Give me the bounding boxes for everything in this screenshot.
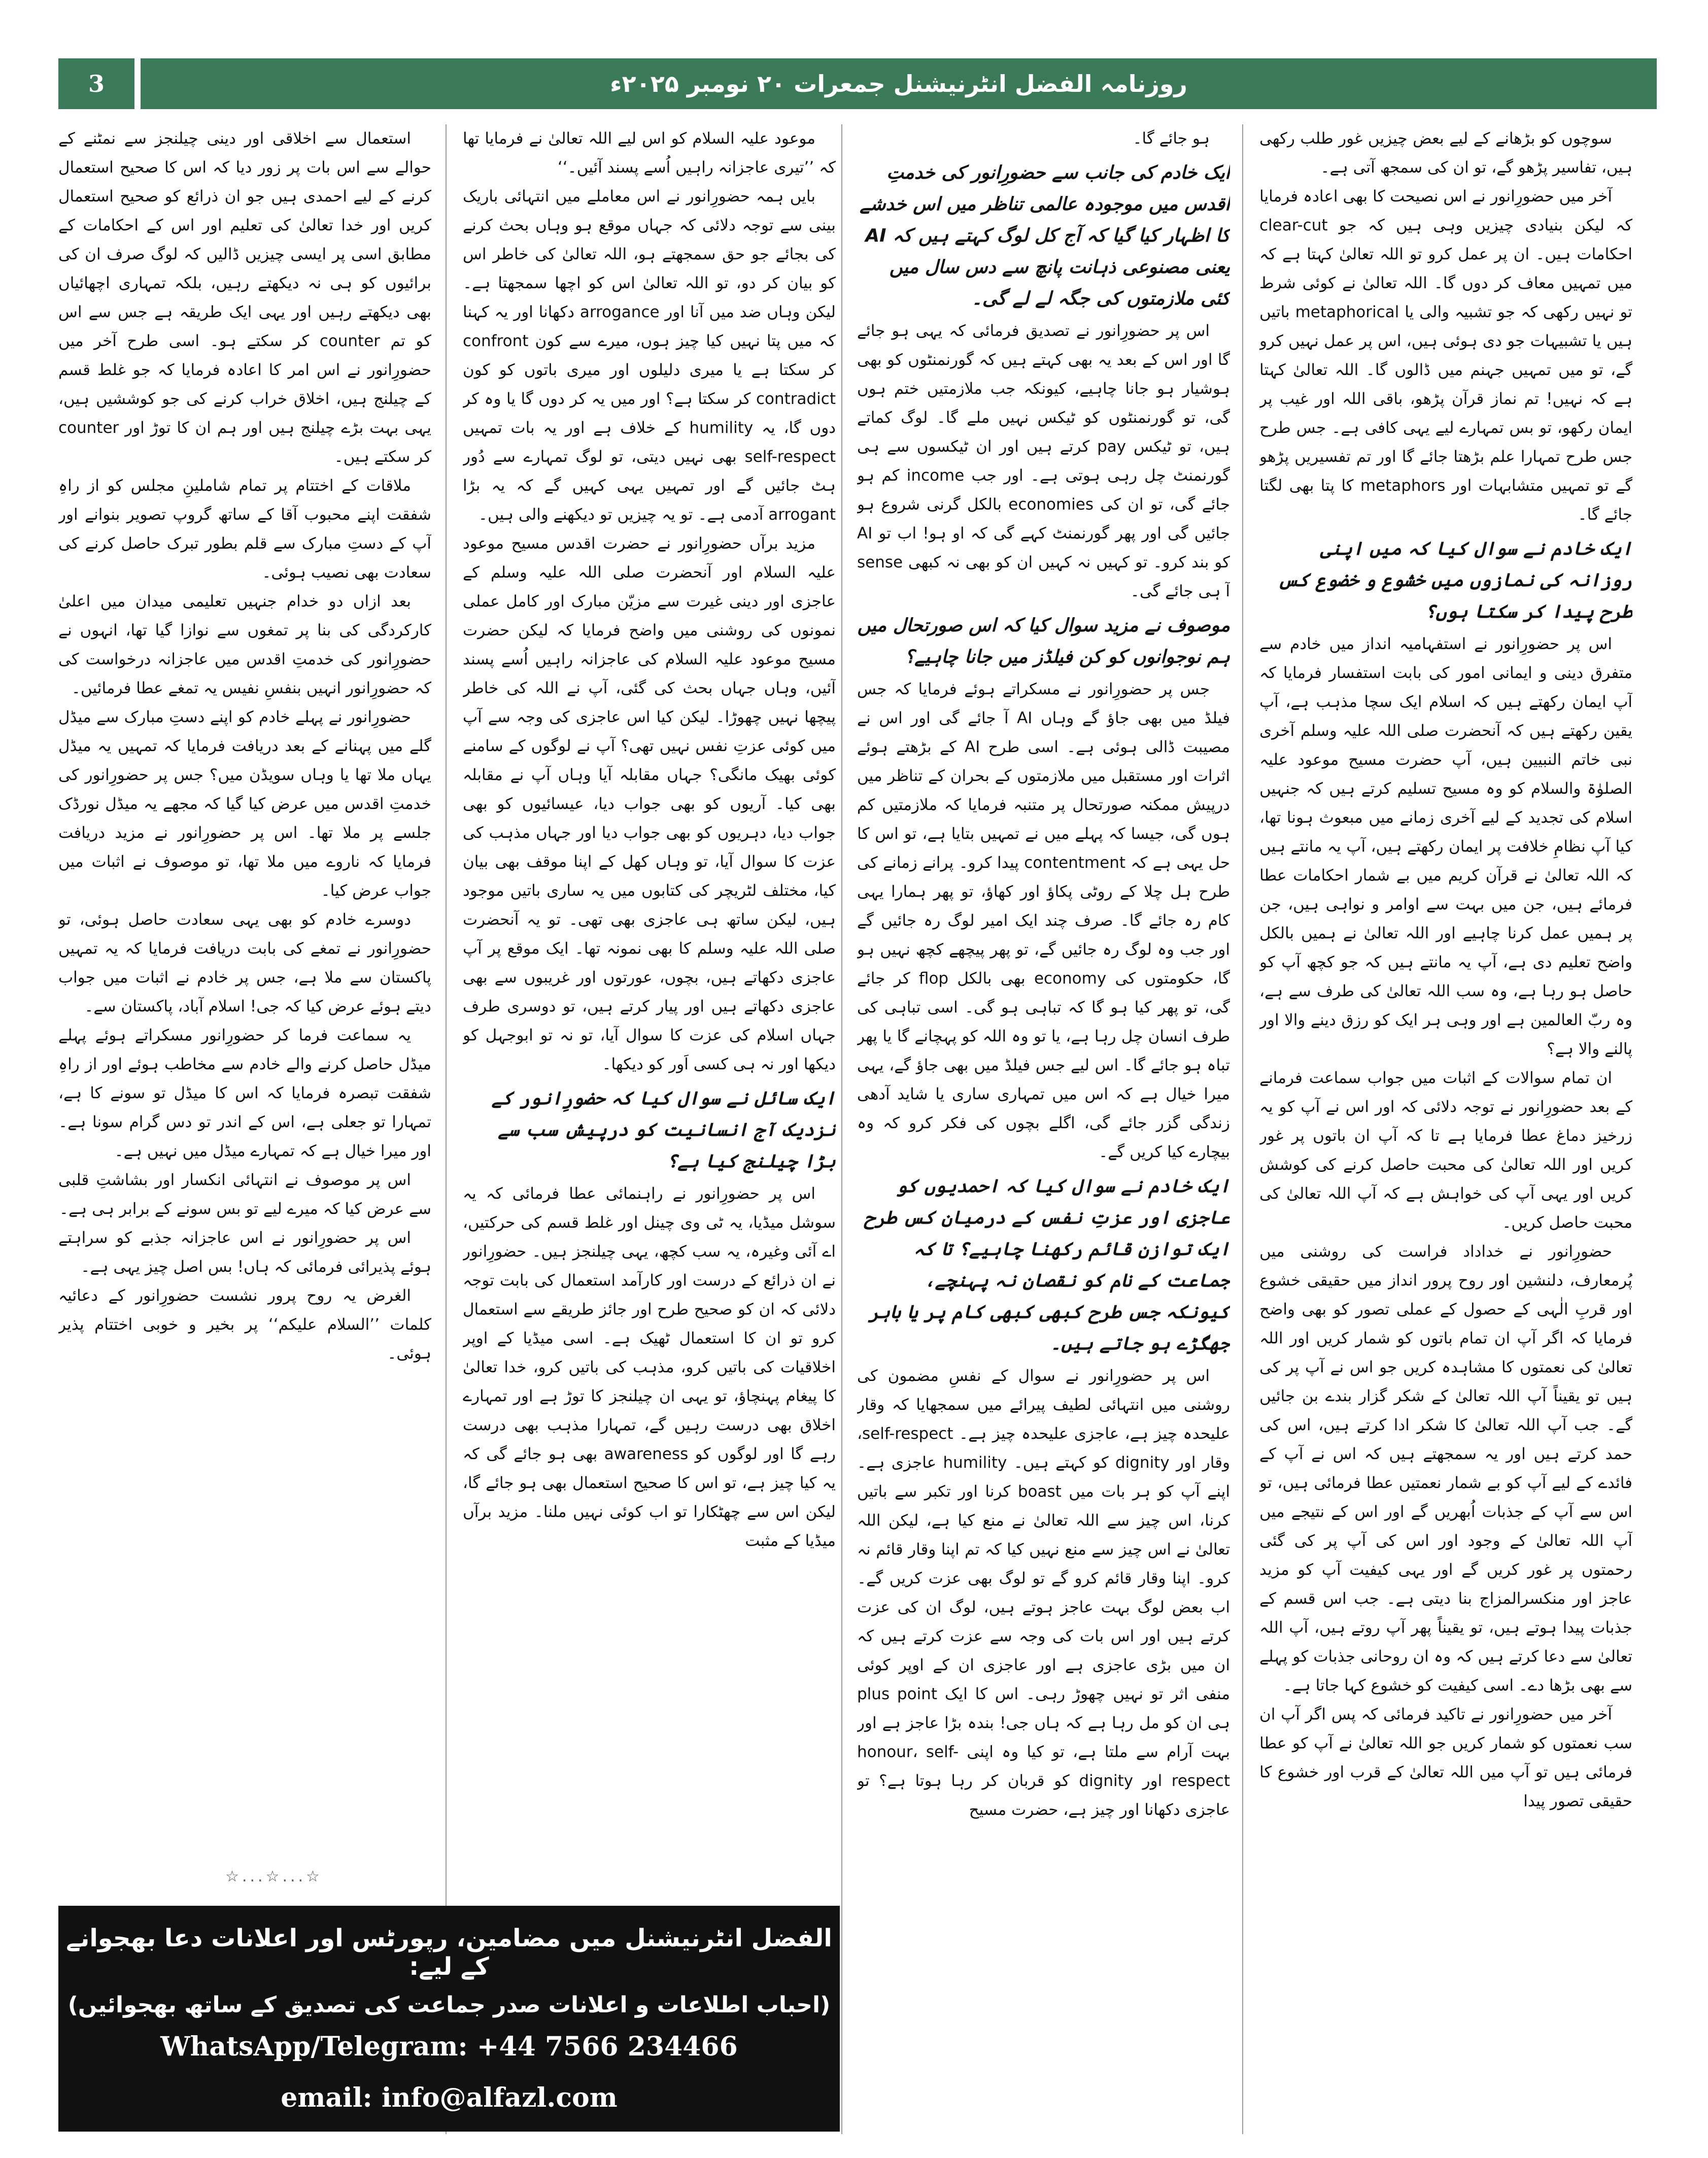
contact-box <box>58 1906 840 2132</box>
paragraph: جس پر حضورِانور نے مسکراتے ہوئے فرمایا کہ جس فیلڈ میں بھی جاؤ گے وہاں AI آ جائے گی اور اس نے مصیبت ڈالی ہوئی ہے۔ اسی طرح AI کے بڑھتے ہوئے اثرات اور مستقبل میں ملازمتوں کے بحران کے تناظر میں درپیش ممکنہ صورتحال پر متنبہ فرمایا کہ ملازمتیں کم ہوں گی، جیسا کہ پہلے میں نے تمہیں بتایا ہے، تو اس کا حل یہی ہے کہ contentment پیدا کرو۔ پرانے زمانے کی طرح ہل چلا کے روٹی پکاؤ اور کھاؤ، تو پھر ہمارا یہی کام رہ جائے گا۔ صرف چند ایک امیر لوگ رہ جائیں گے اور جب وہ لوگ رہ جائیں گے، تو پھر پیچھے کچھ نہیں ہو گا، حکومتوں کی economy بھی بالکل flop کر جائے گی، تو پھر کیا ہو گا کہ تباہی ہو گی۔ اسی تباہی کی طرف انسان چل رہا ہے، یا تو وہ اللہ کو پہچانے گا یا پھر تباہ ہو جائے گا۔ اس لیے جس فیلڈ میں بھی جاؤ گے، یہی میرا خیال ہے کہ اس میں تمہاری ساری یا شاید آدھی زندگی گزر جائے گی، اگلے بچوں کی فکر کرو کہ وہ بیچارے کیا کریں گے۔ <box>857 680 1230 1161</box>
paragraph: حضورِانور نے پہلے خادم کو اپنے دستِ مبارک سے میڈل گلے میں پہنانے کے بعد دریافت فرمایا کہ تمہیں یہ میڈل یہاں ملا تھا یا وہاں سویڈن میں؟ جس پر حضورِانور کی خدمتِ اقدس میں عرض کیا گیا کہ مجھے یہ میڈل نورڈک جلسے پر ملا تھا۔ اس پر حضورِانور نے مزید دریافت فرمایا کہ ناروے میں ملا تھا، تو موصوف نے اثبات میں جواب عرض کیا۔ <box>58 708 431 900</box>
question-heading: ایک خادم نے سوال کیا کہ احمدیوں کو عاجزی اور عزتِ نفس کے درمیان کس طرح ایک توازن قائم رکھنا چاہیے؟ تا کہ جماعت کے نام کو نقصان نہ پہنچے، کیونکہ جس طرح کبھی کبھی کام پر یا باہر جھگڑے ہو جاتے ہیں۔ <box>864 1176 1230 1354</box>
paragraph: ہو جائے گا۔ <box>1133 129 1210 148</box>
newspaper-banner: روزنامہ الفضل انٹرنیشنل جمعرات ۲۰ نومبر ۲۰۲۵ء <box>141 58 1657 109</box>
whatsapp-number: WhatsApp/Telegram: +44 7566 234466 <box>160 2031 738 2062</box>
paragraph: اس پر حضورِانور نے سوال کے نفسِ مضمون کی روشنی میں انتہائی لطیف پیرائے میں سمجھایا کہ وقار علیحدہ چیز ہے، عاجزی علیحدہ چیز ہے۔ self-respect، وقار اور dignity کو کہتے ہیں۔ humility عاجزی ہے۔ اپنے آپ کو ہر بات میں boast کرنا اور تکبر سے باتیں کرنا، اس چیز سے اللہ تعالیٰ نے منع کیا ہے، لیکن اللہ تعالیٰ نے اس چیز سے منع نہیں کیا کہ تم اپنا وقار قائم نہ کرو۔ اپنا وقار قائم کرو گے تو لوگ بھی عزت کریں گے۔ اب بعض لوگ بہت عاجز ہوتے ہیں، لوگ ان کی عزت کرتے ہیں اور اس بات کی وجہ سے عزت کرتے ہیں کہ ان میں بڑی عاجزی ہے اور عاجزی ان کے اوپر کوئی منفی اثر تو نہیں چھوڑ رہی۔ اس کا ایک plus point ہی ان کو مل رہا ہے کہ ہاں جی! بندہ بڑا عاجز ہے اور بہت آرام سے ملتا ہے، تو کیا وہ اپنی honour، self-respect اور dignity کو قربان کر رہا ہوتا ہے؟ تو عاجزی دکھانا اور چیز ہے، حضرت مسیح <box>857 1367 1230 1819</box>
paragraph: یہ سماعت فرما کر حضورِانور مسکراتے ہوئے پہلے میڈل حاصل کرنے والے خادم سے مخاطب ہوئے اور از راہِ شفقت تبصرہ فرمایا کہ اس کا میڈل تو سونے کا ہے، تمہارا تو جعلی ہے، اس کے اندر تو دس گرام سونا ہے۔ اور میرا خیال ہے کہ تمہارے میڈل میں نہیں ہے۔ <box>58 1026 431 1160</box>
contact-note: (احباب اطلاعات و اعلانات صدر جماعت کی تصدیق کے ساتھ بھجوائیں) <box>67 1992 831 2018</box>
column-2 <box>857 124 1230 2134</box>
paragraph: سوچوں کو بڑھانے کے لیے بعض چیزیں غور طلب رکھی ہیں، تفاسیر پڑھو گے، تو ان کی سمجھ آتی ہے۔ <box>1259 129 1632 177</box>
column-divider <box>1242 124 1243 2134</box>
question-heading: ایک خادم نے سوال کیا کہ میں اپنی روزانہ کی نمازوں میں خشوع و خضوع کس طرح پیدا کر سکتا ہوں؟ <box>1277 538 1632 622</box>
question-heading: ایک خادم کی جانب سے حضورِانور کی خدمتِ اقدس میں موجودہ عالمی تناظر میں اس خدشے کا اظہار کیا گیا کہ آج کل لوگ کہتے ہیں کہ AI یعنی مصنوعی ذہانت پانچ سے دس سال میں کئی ملازمتوں کی جگہ لے لے گی۔ <box>860 162 1230 309</box>
paragraph: اس پر حضورِانور نے اس عاجزانہ جذبے کو سراہتے ہوئے پذیرائی فرمائی کہ ہاں! بس اصل چیز یہی ہے۔ <box>58 1229 431 1276</box>
end-stars: ☆...☆...☆ <box>225 1868 323 1885</box>
page-number: 3 <box>58 58 134 109</box>
paragraph: ان تمام سوالات کے اثبات میں جواب سماعت فرمانے کے بعد حضورِانور نے توجہ دلائی کہ اور اس نے آپ کو یہ زرخیز دماغ عطا فرمایا ہے تا کہ آپ ان باتوں پر غور کریں اور اللہ تعالیٰ کی محبت حاصل کرنے کی کوشش کریں اور یہی آپ کی خواہش ہے کہ آپ اللہ تعالیٰ کی محبت حاصل کریں۔ <box>1259 1069 1632 1232</box>
paragraph: بایں ہمہ حضورِانور نے اس معاملے میں انتہائی باریک بینی سے توجہ دلائی کہ جہاں موقع ہو وہاں بحث کرنے کی بجائے جو حق سمجھتے ہو، اللہ تعالیٰ کی خاطر اس کو بیان کر دو، تو اللہ تعالیٰ اس کو اچھا سمجھتا ہے۔ لیکن وہاں ضد میں آنا اور arrogance دکھانا اور یہ کہنا کہ میں پتا نہیں کیا چیز ہوں، میرے سے کون confront کر سکتا ہے یا میری دلیلوں اور میری باتوں کو کون contradict کر سکتا ہے؟ اور میں یہ کر دوں گا یا وہ کر دوں گا، یہ humility کے خلاف ہے اور یہ بات تمہیں self-respect بھی نہیں دیتی، تو لوگ تمہارے سے دُور ہٹ جائیں گے اور تمہیں یہی کہیں گے کہ یہ بڑا arrogant آدمی ہے۔ تو یہ چیزیں تو دیکھنے والی ہیں۔ <box>463 187 836 524</box>
column-divider <box>841 124 842 2134</box>
question-heading: موصوف نے مزید سوال کیا کہ اس صورتحال میں ہم نوجوانوں کو کن فیلڈز میں جانا چاہیے؟ <box>857 615 1230 667</box>
contact-heading: الفضل انٹرنیشنل میں مضامین، رپورٹس اور اعلانات دعا بھجوانے کے لیے: <box>66 1924 832 1981</box>
column-3 <box>463 124 836 2134</box>
paragraph: دوسرے خادم کو بھی یہی سعادت حاصل ہوئی، تو حضورِانور نے تمغے کی بابت دریافت فرمایا کہ یہ تمہیں پاکستان سے ملا ہے، جس پر خادم نے اثبات میں جواب دیتے ہوئے عرض کیا کہ جی! اسلام آباد، پاکستان سے۔ <box>58 911 431 1016</box>
contact-email: email: info@alfazl.com <box>281 2082 618 2113</box>
paragraph: الغرض یہ روح پرور نشست حضورِانور کے دعائیہ کلمات ’’السلام علیکم‘‘ پر بخیر و خوبی اختتام پذیر ہوئی۔ <box>58 1287 431 1363</box>
paragraph: مزید برآں حضورِانور نے حضرت اقدس مسیح موعود علیہ السلام اور آنحضرت صلی اللہ علیہ وسلم کے عاجزی اور دینی غیرت سے مزیّن مبارک اور کامل عملی نمونوں کی روشنی میں واضح فرمایا کہ لیکن حضرت مسیح موعود علیہ السلام کی عاجزانہ راہیں اُسے پسند آئیں، وہاں جہاں بحث کی گئی، آپ نے اللہ کی خاطر پیچھا نہیں چھوڑا۔ لیکن کیا اس عاجزی کی وجہ سے آپ میں کوئی عزتِ نفس نہیں تھی؟ آپ نے لوگوں کے سامنے کوئی بھیک مانگی؟ جہاں مقابلہ آیا وہاں آپ نے مقابلہ بھی کیا۔ آریوں کو بھی جواب دیا، عیسائیوں کو بھی جواب دیا، دہریوں کو بھی جواب دیا اور جہاں مذہب کی عزت کا سوال آیا، تو وہاں کھل کے اپنا موقف بھی بیان کیا، مختلف لٹریچر کی کتابوں میں یہ ساری باتیں موجود ہیں، لیکن ساتھ ہی عاجزی بھی تھی۔ تو یہ آنحضرت صلی اللہ علیہ وسلم کا بھی نمونہ تھا۔ ایک موقع پر آپ عاجزی دکھاتے ہیں، بچوں، عورتوں اور غریبوں سے بھی عاجزی دکھاتے ہیں اور پیار کرتے ہیں، تو دوسری طرف جہاں اسلام کی عزت کا سوال آیا، تو نہ تو ابوجہل کو دیکھا اور نہ ہی کسی اَور کو دیکھا۔ <box>463 534 836 1073</box>
paragraph: اس پر حضورِانور نے استفہامیہ انداز میں خادم سے متفرق دینی و ایمانی امور کی بابت استفسار فرمایا کہ آپ ایمان رکھتے ہیں کہ اسلام ایک سچا مذہب ہے، آپ یقین رکھتے ہیں کہ آنحضرت صلی اللہ علیہ وسلم آخری نبی خاتم النبیین ہیں، آپ حضرت مسیح موعود علیہ الصلوٰۃ والسلام کو وہ مسیح تسلیم کرتے ہیں کہ جنہیں اسلام کی تجدید کے لیے آخری زمانے میں مبعوث ہونا تھا، کیا آپ نظامِ خلافت پر ایمان رکھتے ہیں، آپ یہ مانتے ہیں کہ اللہ تعالیٰ نے قرآن کریم میں بے شمار احکامات عطا فرمائے ہیں، جن میں بہت سے اوامر و نواہی ہیں، جن پر ہمیں عمل کرنا چاہیے اور اللہ تعالیٰ نے ہمیں بالکل واضح تعلیم دی ہے، آپ یہ مانتے ہیں کہ جو کچھ آپ کو حاصل ہو رہا ہے، وہ سب اللہ تعالیٰ کی طرف سے ہے، وہ ربّ العالمین ہے اور وہی ہر ایک کو رزق دینے والا اور پالنے والا ہے؟ <box>1259 635 1632 1058</box>
column-4 <box>58 124 431 1868</box>
paragraph: بعد ازاں دو خدام جنہیں تعلیمی میدان میں اعلیٰ کارکردگی کی بنا پر تمغوں سے نوازا گیا تھا، انہوں نے حضورِانور کی خدمتِ اقدس میں عاجزانہ درخواست کی کہ حضورِانور انہیں بنفسِ نفیس یہ تمغے عطا فرمائیں۔ <box>58 592 431 697</box>
page-header <box>58 58 1657 109</box>
column-1 <box>1259 124 1632 2134</box>
paragraph: حضورِانور نے خداداد فراست کی روشنی میں پُرمعارف، دلنشین اور روح پرور انداز میں حقیقی خشوع اور قربِ الٰہی کے حصول کے عملی تصور کو بھی واضح فرمایا کہ اگر آپ ان تمام باتوں کو شمار کریں اور اللہ تعالیٰ کی نعمتوں کا مشاہدہ کریں جو اس نے آپ پر کی ہیں تو یقیناً آپ اللہ تعالیٰ کے شکر گزار بندے بن جائیں گے۔ جب آپ اللہ تعالیٰ کا شکر ادا کرتے ہیں، اس کی حمد کرتے ہیں اور یہ سمجھتے ہیں کہ اس نے آپ کے فائدے کے لیے آپ کو بے شمار نعمتیں عطا فرمائی ہیں، تو اس سے آپ کے جذبات اُبھریں گے اور اس کے نتیجے میں آپ اللہ تعالیٰ کے وجود اور اس کی آپ پر کی گئی رحمتوں پر غور کریں گے اور یہی کیفیت آپ کو مزید عاجز اور منکسرالمزاج بنا دیتی ہے۔ جب اس قسم کے جذبات پیدا ہوتے ہیں، تو یقیناً پھر آپ روتے ہیں، آپ اللہ تعالیٰ سے دعا کرتے ہیں کہ وہ ان روحانی جذبات کو پہلے سے بھی بڑھا دے۔ اسی کیفیت کو خشوع کہا جاتا ہے۔ <box>1259 1242 1632 1695</box>
paragraph: اس پر حضورِانور نے راہنمائی عطا فرمائی کہ یہ سوشل میڈیا، یہ ٹی وی چینل اور غلط قسم کی حرکتیں، اے آئی وغیرہ، یہ سب کچھ، یہی چیلنجز ہیں۔ حضورِانور نے ان ذرائع کے درست اور کارآمد استعمال کی بابت توجہ دلائی کہ ان کو صحیح طرح اور جائز طریقے سے استعمال کرو تو ان کا استعمال ٹھیک ہے۔ اسی میڈیا کے اوپر اخلاقیات کی باتیں کرو، مذہب کی باتیں کرو، خدا تعالیٰ کا پیغام پہنچاؤ، تو یہی ان چیلنجز کا توڑ ہے اور تمہارے اخلاق بھی درست رہیں گے، تمہارا مذہب بھی درست رہے گا اور لوگوں کو awareness بھی ہو جائے گی کہ یہ کیا چیز ہے، تو اس کا صحیح استعمال بھی ہو جائے گا، لیکن اس سے چھٹکارا تو اب کوئی نہیں ملنا۔ مزید برآں میڈیا کے مثبت <box>463 1185 836 1550</box>
paragraph: آخر میں حضورِانور نے اس نصیحت کا بھی اعادہ فرمایا کہ لیکن بنیادی چیزیں وہی ہیں کہ جو clear-cut احکامات ہیں۔ ان پر عمل کرو تو اللہ تعالیٰ کہتا ہے کہ میں تمہیں معاف کر دوں گا۔ اللہ تعالیٰ نے کوئی شرط تو نہیں رکھی کہ جو تشبیہ والی یا metaphorical باتیں ہیں یا تشبیہات جو دی ہوئی ہیں، اس پر عمل نہیں کرو گے، تو میں تمہیں جہنم میں ڈالوں گا۔ اللہ تعالیٰ کہتا ہے کہ نہیں! تم نماز قرآن پڑھو، باقی اللہ اور غیب پر ایمان رکھو، تو بس تمہارے لیے یہی کافی ہے۔ جس طرح جس طرح تمہارا علم بڑھتا جائے گا اور تم تفسیریں پڑھو گے تو تمہیں متشابہات اور metaphors کا پتا بھی لگتا جائے گا۔ <box>1259 187 1632 524</box>
paragraph: آخر میں حضورِانور نے تاکید فرمائی کہ پس اگر آپ ان سب نعمتوں کو شمار کریں جو اللہ تعالیٰ نے آپ کو عطا فرمائی ہیں تو آپ میں اللہ تعالیٰ کے قرب اور خشوع کا حقیقی تصور پیدا <box>1259 1705 1632 1810</box>
paragraph: اس پر حضورِانور نے تصدیق فرمائی کہ یہی ہو جائے گا اور اس کے بعد یہ بھی کہتے ہیں کہ گورنمنٹوں کو بھی ہوشیار ہو جانا چاہیے، کیونکہ جب ملازمتیں ختم ہوں گی، تو گورنمنٹوں کو ٹیکس نہیں ملے گا۔ لوگ کماتے ہیں، تو ٹیکس pay کرتے ہیں اور ان ٹیکسوں سے ہی گورنمنٹ چل رہی ہوتی ہے۔ اور جب income کم ہو جائے گی، تو ان کی economies بالکل گرنی شروع ہو جائیں گی اور پھر گورنمنٹ کہے گی کہ او ہو! اب تو AI کو بند کرو۔ تو کہیں نہ کہیں ان کو بھی نہ کبھی sense آ ہی جائے گی۔ <box>857 322 1230 600</box>
paragraph: استعمال سے اخلاقی اور دینی چیلنجز سے نمٹنے کے حوالے سے اس بات پر زور دیا کہ اس کا صحیح استعمال کرنے کے لیے احمدی ہیں جو ان ذرائع کو صحیح استعمال کریں اور خدا تعالیٰ کی تعلیم اور اس کے احکامات کے مطابق اسی پر ایسی چیزیں ڈالیں کہ لوگ صرف ان کی برائیوں کو ہی نہ دیکھتے رہیں، بلکہ تمہاری اچھائیاں بھی دیکھتے رہیں اور یہی ایک طریقہ ہے جس سے اس کو تم counter کر سکتے ہو۔ اسی طرح آخر میں حضورِانور نے اس امر کا اعادہ فرمایا کہ جو غلط قسم کے چیلنج ہیں، اخلاق خراب کرنے کی جو کوششیں ہیں، یہی بہت بڑے چیلنج ہیں اور ہم ان کا توڑ اور counter کر سکتے ہیں۔ <box>58 129 431 466</box>
paragraph: موعود علیہ السلام کو اس لیے اللہ تعالیٰ نے فرمایا تھا کہ ’’تیری عاجزانہ راہیں اُسے پسند آئیں۔‘‘ <box>463 129 836 177</box>
column-divider <box>446 124 447 2134</box>
question-heading: ایک سائل نے سوال کیا کہ حضورِانور کے نزدیک آج انسانیت کو درپیش سب سے بڑا چیلنج کیا ہے؟ <box>491 1088 836 1172</box>
paragraph: اس پر موصوف نے انتہائی انکسار اور بشاشتِ قلبی سے عرض کیا کہ میرے لیے تو بس سونے کے برابر ہی ہے۔ <box>58 1171 431 1218</box>
paragraph: ملاقات کے اختتام پر تمام شاملینِ مجلس کو از راہِ شفقت اپنے محبوب آقا کے ساتھ گروپ تصویر بنوانے اور آپ کے دستِ مبارک سے قلم بطور تبرک حاصل کرنے کی سعادت بھی نصیب ہوئی۔ <box>58 477 431 582</box>
